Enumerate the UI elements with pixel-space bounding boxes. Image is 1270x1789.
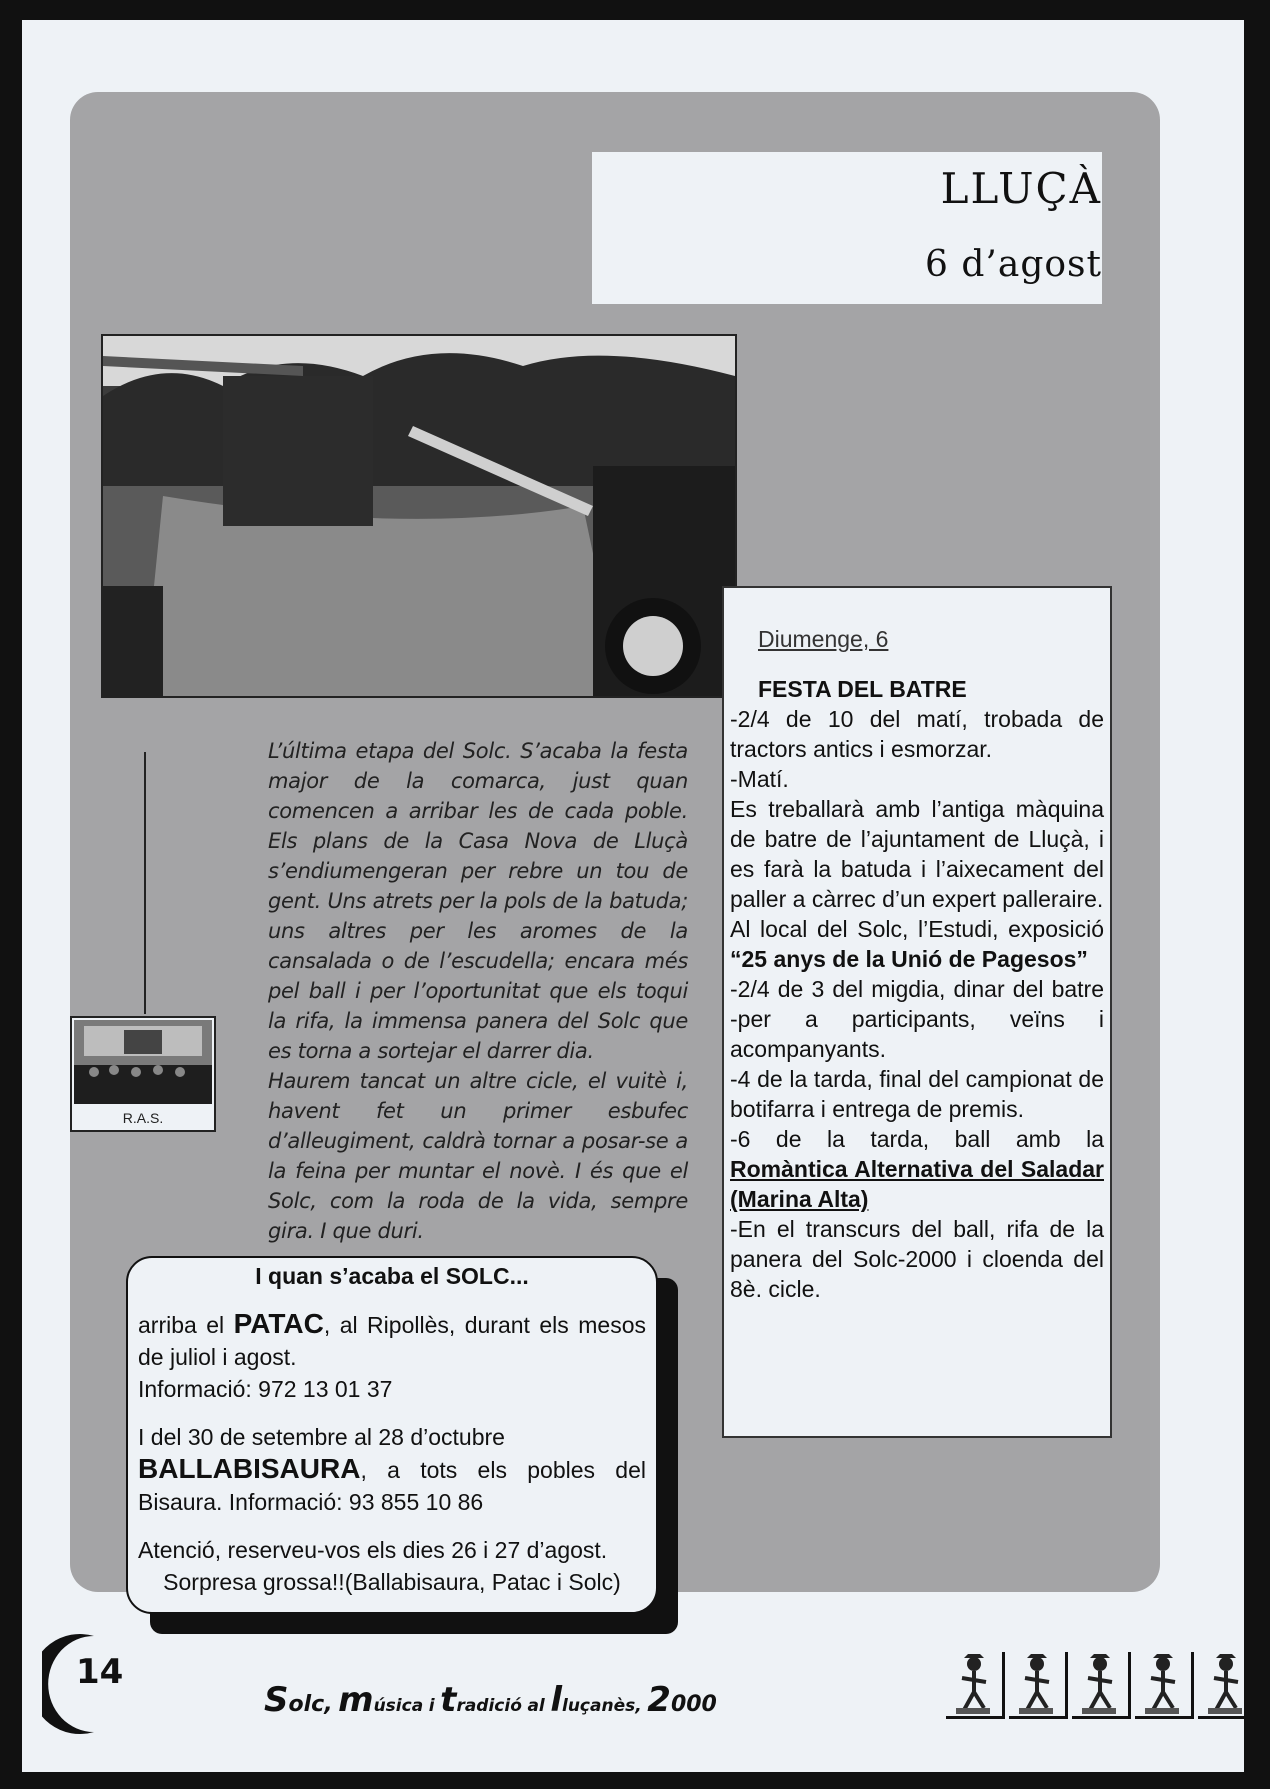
- band-photo: [74, 1020, 212, 1104]
- festival-name: FESTA DEL BATRE: [758, 676, 967, 702]
- notice-text: I del 30 de setembre al 28 d’octubre: [138, 1424, 505, 1450]
- exhibition-title: “25 anys de la Unió de Pagesos”: [730, 946, 1088, 972]
- schedule-item: -2/4 de 10 del matí, trobada de tractors antics i esmorzar.: [730, 706, 1104, 762]
- notice-paragraph: [138, 1421, 646, 1518]
- footer-word: al: [527, 1696, 545, 1716]
- schedule-item: -4 de la tarda, final del campionat de botifarra i entrega de premis.: [730, 1066, 1104, 1122]
- footer-word: 000: [670, 1692, 717, 1717]
- title-box: [592, 152, 1102, 304]
- footer-word: luçanès,: [562, 1696, 642, 1716]
- schedule-item: -2/4 de 3 del migdia, dinar del batre -per a participants, veïns i acompanyants.: [730, 976, 1104, 1062]
- notice-text: arriba el: [138, 1312, 234, 1338]
- schedule-day: Diumenge, 6: [758, 626, 889, 652]
- footer-letter: m: [338, 1680, 374, 1720]
- intro-text: [268, 736, 688, 1246]
- schedule-box: [722, 586, 1112, 1438]
- schedule-item: -En el transcurs del ball, rifa de la panera del Solc-2000 i cloenda del 8è. cicle.: [730, 1216, 1104, 1302]
- dancer-icon: [946, 1652, 1005, 1719]
- footer-word: i: [428, 1696, 435, 1716]
- notice-box: [126, 1256, 658, 1614]
- footer-letter: l: [550, 1680, 562, 1720]
- footer-title: [264, 1680, 717, 1720]
- place-title: LLUÇÀ: [940, 164, 1102, 213]
- dancer-icon: [1009, 1652, 1068, 1719]
- footer-letter: 2: [647, 1680, 671, 1720]
- notice-paragraph: Sorpresa grossa!!(Ballabisaura, Patac i Solc): [163, 1569, 621, 1595]
- thumbnail-photo: [70, 1016, 216, 1132]
- intro-paragraph: L’última etapa del Solc. S’acaba la festa major de la comarca, just quan comencen a arribar les de cada poble. Els plans de la Casa Nova de Lluçà s’endiumengeran per rebre un tou de gent. Uns atrets per la pols de la batuda; uns altres per les aromes de la cansalada o de l’escudella; encara més pel ball i per l’oportunitat que els toqui la rifa, la immensa panera del Solc que es torna a sortejar el darrer dia.: [268, 739, 688, 1063]
- patac-name: PATAC: [233, 1308, 324, 1339]
- footer-word: olc,: [288, 1692, 333, 1717]
- notice-info: Informació: 972 13 01 37: [138, 1376, 393, 1402]
- dance-text: -6 de la tarda, ball amb la: [730, 1126, 1104, 1152]
- notice-title: I quan s’acaba el SOLC...: [255, 1263, 529, 1289]
- thumbnail-caption: R.A.S.: [122, 1110, 164, 1126]
- schedule-item: Es treballarà amb l’antiga màquina de batre de l’ajuntament de Lluçà, i es farà la batuda i l’aixecament del paller a càrrec d’un expert palleraire.: [730, 796, 1104, 912]
- schedule-item: [730, 1124, 1104, 1214]
- schedule-item: -Matí.: [730, 766, 789, 792]
- intro-paragraph: Haurem tancat un altre cicle, el vuitè i, havent fet un primer esbufec d’alleugiment, caldrà tornar a posar-se a la feina per muntar el novè. I és que el Solc, com la roda de la vida, sempre gira. I que duri.: [268, 1069, 688, 1243]
- exhibition-text: Al local del Solc, l’Estudi, exposició: [730, 916, 1104, 942]
- dancer-figures: [946, 1652, 1261, 1719]
- vertical-rule: [144, 752, 146, 1014]
- page-number: 14: [76, 1652, 124, 1692]
- event-date: 6 d’agost: [925, 244, 1102, 285]
- band-name: Romàntica Alternativa del Saladar (Marina Alta): [730, 1156, 1104, 1212]
- notice-paragraph: Atenció, reserveu-vos els dies 26 i 27 d’agost.: [138, 1537, 608, 1563]
- notice-text: , al Ripollès, durant els mesos de juliol i agost.: [138, 1312, 646, 1370]
- threshing-photo: [101, 334, 737, 698]
- dancer-icon: [1135, 1652, 1194, 1719]
- dancer-icon: [1072, 1652, 1131, 1719]
- schedule-item: [730, 914, 1104, 974]
- footer-letter: t: [440, 1680, 457, 1720]
- notice-text: , a tots els pobles del Bisaura. Informació: 93 855 10 86: [138, 1457, 646, 1515]
- footer-word: úsica: [373, 1696, 424, 1716]
- notice-paragraph: [138, 1308, 646, 1373]
- ballabisaura-name: BALLABISAURA: [138, 1453, 361, 1484]
- footer-letter: S: [264, 1680, 289, 1720]
- dancer-icon: [1198, 1652, 1257, 1719]
- footer-word: radició: [456, 1696, 522, 1716]
